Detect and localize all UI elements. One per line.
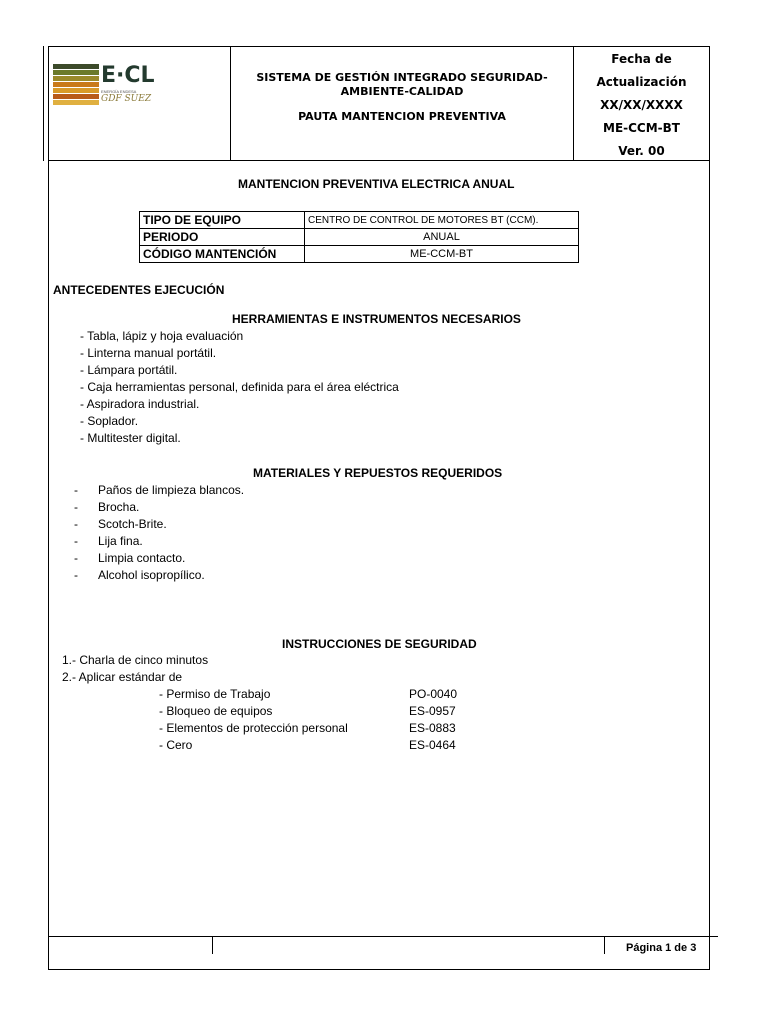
- list-item: - Lámpara portátil.: [80, 363, 178, 377]
- list-item: [74, 482, 245, 499]
- doc-title: PAUTA MANTENCION PREVENTIVA: [298, 110, 506, 123]
- item-text: Brocha.: [98, 500, 140, 514]
- info-key: PERIODO: [140, 229, 305, 246]
- footer-divider-2: [604, 936, 605, 954]
- list-item: [74, 516, 167, 533]
- item-text: Alcohol isopropílico.: [98, 568, 205, 582]
- logo-stripes-icon: [53, 64, 99, 108]
- list-item: - Linterna manual portátil.: [80, 346, 217, 360]
- page-border-left-outer: [43, 46, 44, 161]
- list-item: - Multitester digital.: [80, 431, 181, 445]
- seguridad-line-1: 1.- Charla de cinco minutos: [62, 653, 209, 667]
- item-text: Paños de limpieza blancos.: [98, 483, 245, 497]
- standard-name: - Elementos de protección personal: [159, 721, 348, 735]
- bullet: -: [74, 568, 78, 582]
- system-title: SISTEMA DE GESTIÓN INTEGRADO SEGURIDAD-AMBIENTE-CALIDAD: [256, 71, 548, 98]
- list-item: [74, 550, 186, 567]
- list-item: [74, 499, 140, 516]
- standard-code: PO-0040: [409, 687, 458, 701]
- bullet: -: [74, 534, 78, 548]
- logo-cell: [49, 47, 231, 160]
- standard-code: ES-0883: [409, 721, 456, 735]
- herramientas-title: HERRAMIENTAS E INSTRUMENTOS NECESARIOS: [232, 312, 521, 326]
- list-item: [74, 567, 205, 584]
- item-text: Scotch-Brite.: [98, 517, 167, 531]
- footer-divider-1: [212, 936, 213, 954]
- info-key: TIPO DE EQUIPO: [140, 212, 305, 229]
- company-logo: [53, 61, 203, 113]
- document-header: [48, 46, 710, 161]
- standard-name: - Permiso de Trabajo: [159, 687, 271, 701]
- list-item: [74, 533, 143, 550]
- footer-top-line: [48, 936, 718, 937]
- table-row: [140, 246, 579, 263]
- date-label-2: Actualización: [596, 75, 687, 89]
- bullet: -: [74, 500, 78, 514]
- page-border-bottom: [48, 969, 710, 970]
- info-value: ANUAL: [305, 229, 579, 246]
- date-value: XX/XX/XXXX: [600, 98, 683, 112]
- seguridad-title: INSTRUCCIONES DE SEGURIDAD: [282, 637, 477, 651]
- table-row: [140, 212, 579, 229]
- info-key: CÓDIGO MANTENCIÓN: [140, 246, 305, 263]
- item-text: Lija fina.: [98, 534, 143, 548]
- list-item: - Caja herramientas personal, definida para el área eléctrica: [80, 380, 399, 394]
- page-border-right: [709, 46, 710, 970]
- standard-name: - Cero: [159, 738, 193, 752]
- item-text: Limpia contacto.: [98, 551, 186, 565]
- bullet: -: [74, 517, 78, 531]
- herramientas-list: [80, 328, 399, 447]
- table-row: [140, 229, 579, 246]
- bullet: -: [74, 483, 78, 497]
- standard-code: ES-0957: [409, 704, 456, 718]
- list-item: - Aspiradora industrial.: [80, 397, 200, 411]
- seguridad-line-2: 2.- Aplicar estándar de: [62, 670, 183, 684]
- equipment-info-table: [139, 211, 579, 263]
- materiales-title: MATERIALES Y REPUESTOS REQUERIDOS: [253, 466, 503, 480]
- doc-code: ME-CCM-BT: [603, 121, 680, 135]
- info-value: ME-CCM-BT: [305, 246, 579, 263]
- main-title: MANTENCION PREVENTIVA ELECTRICA ANUAL: [238, 177, 515, 191]
- page-number: Página 1 de 3: [626, 942, 697, 954]
- standard-code: ES-0464: [409, 738, 456, 752]
- logo-tagline: ENERGÍA ENDESA: [101, 89, 137, 94]
- list-item: - Soplador.: [80, 414, 139, 428]
- title-cell: [231, 47, 574, 160]
- bullet: -: [74, 551, 78, 565]
- list-item: - Tabla, lápiz y hoja evaluación: [80, 329, 244, 343]
- meta-cell: [574, 47, 709, 161]
- doc-version: Ver. 00: [618, 144, 665, 158]
- page-border-left: [48, 46, 49, 970]
- standard-name: - Bloqueo de equipos: [159, 704, 273, 718]
- logo-brand: E·CL: [101, 63, 155, 88]
- antecedentes-title: ANTECEDENTES EJECUCIÓN: [53, 283, 225, 297]
- info-value: CENTRO DE CONTROL DE MOTORES BT (CCM).: [305, 212, 579, 229]
- date-label-1: Fecha de: [611, 52, 672, 66]
- logo-gdf: GDF SUEZ: [101, 94, 152, 104]
